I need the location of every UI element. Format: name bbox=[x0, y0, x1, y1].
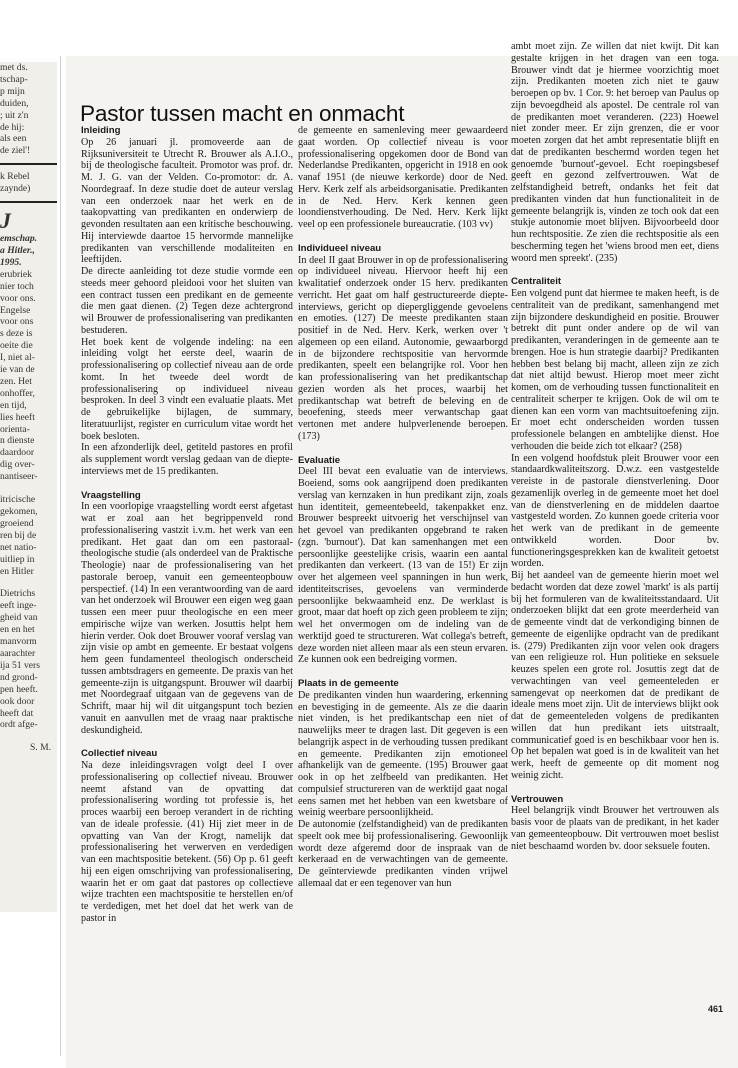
body-paragraph: In een afzonderlijk deel, getiteld pastores en profil als supplement wordt verslag gedaan van de diepte-interviews met de 15 predikanten. bbox=[81, 442, 293, 477]
body-paragraph: De directe aanleiding tot deze studie vormde een steeds meer gehoord pleidooi voor het sluiten van een contract tussen een predikant en de gemeente die men gaat dienen. (2) Tegen deze achtergrond wil Brouwer de professionalisering van predikanten bestuderen. bbox=[81, 266, 293, 336]
previous-page-line: Dietrichs bbox=[0, 588, 36, 600]
previous-page-line: ie van de bbox=[0, 364, 35, 376]
section-spacer bbox=[298, 666, 508, 678]
previous-page-strip bbox=[0, 62, 57, 912]
previous-page-line: nantiseer- bbox=[0, 471, 38, 483]
previous-page-line: en en het bbox=[0, 624, 35, 636]
previous-page-signoff bbox=[0, 171, 57, 195]
previous-page-line: s deze is bbox=[0, 328, 33, 340]
previous-page-line: dig over- bbox=[0, 459, 35, 471]
previous-page-line: en Hitler bbox=[0, 565, 34, 577]
body-paragraph: De predikanten vinden hun waardering, erkenning en bevestiging in de gemeente. Als ze die daarin niet vinden, is het predikantschap een niet of nauwelijks meer te dragen last. Dit gegeven is een belangrijk aspect in de verhouding tussen predikant en gemeente. Predikanten zijn emotioneel afhankelijk van de gemeente. (195) Brouwer gaat ook in op het zelfbeeld van predikanten. Het compulsief structureren van de werktijd gaat nogal eens samen met het hebben van een kwetsbare of weinig weerbare persoonlijkheid. bbox=[298, 689, 508, 819]
previous-page-line: lies heeft bbox=[0, 411, 35, 423]
previous-page-line: voor ons bbox=[0, 316, 34, 328]
body-paragraph: In deel II gaat Brouwer in op de professionalisering op individueel niveau. Hiervoor heeft hij een kwalitatief onderzoek onder 15 herv. predikanten verricht. Het gaat om half gestructureerde diepte-interviews, gericht op diepergliggende gevoelens en emoties. (127) De meeste predikanten staan positief in de Ned. Herv. Kerk, werken over 't algemeen op een eiland. Autonomie, gewaarborgd in de bijzondere rechtspositie van hervormde predikanten, speelt een belangrijke rol. Voor hen kan professionalisering van het predikantschap gezien worden als het proces, waarbij het predikantschap wat betreft de beleving en de beoefening, steeds meer verwantschap gaat vertonen met andere hulpverlenende beroepen. (173) bbox=[298, 254, 508, 442]
review-title-line: emschap. bbox=[0, 233, 38, 245]
section-heading: Vertrouwen bbox=[511, 793, 564, 805]
section-spacer bbox=[81, 736, 293, 748]
article-column-3 bbox=[511, 41, 719, 852]
body-paragraph: de gemeente en samenleving meer gewaardeerd gaat worden. Op collectief niveau is voor professionalisering opgekomen door de Bond van Nederlandse Predikanten, opgericht in 1918 en ook vanaf 1951 (de nieuwe kerkorde) door de Ned. Herv. Kerk zelf als arbeidsorganisatie. Predikanten in de Ned. Herv. Kerk kennen geen loondienstverhouding. De Ned. Herv. Kerk lijkt veel op een professionele bureaucratie. (103 vv) bbox=[298, 125, 508, 230]
previous-page-line: eeft inge- bbox=[0, 600, 37, 612]
section-heading: Centraliteit bbox=[511, 276, 562, 288]
previous-page-line: I, niet al- bbox=[0, 352, 35, 364]
section-spacer bbox=[298, 231, 508, 243]
section-heading: Collectief niveau bbox=[81, 748, 158, 760]
previous-page-line: heeft dat bbox=[0, 707, 34, 719]
page-number: 461 bbox=[708, 1004, 724, 1014]
bracket-marker: J bbox=[0, 208, 11, 234]
review-title-line: a Hitler., bbox=[0, 244, 35, 256]
previous-page-line: Engelse bbox=[0, 304, 31, 316]
article-title: Pastor tussen macht en onmacht bbox=[80, 101, 405, 126]
previous-page-text-mid bbox=[0, 269, 57, 483]
body-paragraph: Bij het aandeel van de gemeente hierin moet wel bedacht worden dat deze zowel 'markt' is als partij bij het formuleren van de kwaliteitsstandaard. Uit onderzoeken blijkt dat een grote meerderheid van de gemeente vindt dat de verkondiging binnen de gemeente de eigenlijke opdracht van de predikant is. (279) Predikanten zijn voor velen ook dragers van een religieuze rol. Hun politieke en seksuele keuzes spelen een grote rol. Josuttis zegt dat de verwachtingen van veel gemeenteleden er samengevat op neerkomen dat de predikant de ideale mens moet zijn. Uit de interviews blijkt ook dat de gemeenteleden volgens de predikanten willen dat hun predikant iets uitstraalt, communicatief goed is en beschikbaar voor hen is. Op het bepalen wat goed is in de kwaliteit van het werk, heeft de gemeente op dit moment nog weinig zicht. bbox=[511, 570, 719, 781]
column-gutter-line bbox=[60, 56, 61, 1056]
previous-page-line: ija 51 vers bbox=[0, 659, 40, 671]
previous-page-line: gekomen, bbox=[0, 506, 38, 517]
previous-page-line: oeite die bbox=[0, 340, 33, 352]
previous-page-line: gheid van bbox=[0, 612, 38, 624]
previous-page-line: onhoffer, bbox=[0, 387, 35, 399]
section-heading: Individueel niveau bbox=[298, 242, 382, 254]
previous-page-line: nier toch bbox=[0, 280, 34, 292]
section-heading: Plaats in de gemeente bbox=[298, 678, 399, 689]
previous-page-signoff-line: k Rebel bbox=[0, 171, 30, 183]
section-spacer bbox=[511, 782, 719, 794]
previous-page-text-top bbox=[0, 62, 57, 157]
body-paragraph: Na deze inleidingsvragen volgt deel I over professionalisering op collectief niveau. Brouwer neemt afstand van de opvatting dat professionalisering wording tot professie is, het proces waarbij een beroep verandert in de richting van de ideale professie. (41) Hij ziet meer in de opvatting van Van der Krogt, namelijk dat professionalisering het verwerven en verdedigen van een machtspositie betekent. (56) Op p. 61 geeft hij een eigen omschrijving van professionalisering, waarin het er om gaat dat pastores op collectieve wijze trachten een machtspositie te herstellen en/of te verdedigen, met het doel dat het werk van de pastor in bbox=[81, 760, 293, 924]
previous-page-line: ook door bbox=[0, 695, 35, 707]
previous-page-signoff-line: zaynde) bbox=[0, 183, 31, 195]
section-spacer bbox=[511, 264, 719, 276]
previous-page-line: als een bbox=[0, 133, 27, 145]
previous-page-line: itricische bbox=[0, 494, 36, 506]
previous-page-line: zen. Het bbox=[0, 375, 32, 387]
divider-rule bbox=[0, 163, 57, 165]
section-heading: Inleiding bbox=[81, 125, 121, 136]
body-paragraph: In een volgend hoofdstuk pleit Brouwer voor een standaardkwaliteitszorg. D.w.z. een vastgestelde vereiste in de pastorale dienstverlening. Door gezamenlijk overleg in de gemeente moet het doel van de dienstverlening en de middelen daartoe vastgesteld worden. Zo kunnen goede criteria voor het werk van de predikant in de gemeente ontwikkeld worden. Door bv. functioneringsgesprekken kan de kwaliteit getoetst worden. bbox=[511, 452, 719, 570]
previous-page-line: duiden, bbox=[0, 97, 29, 109]
previous-page-line: met ds. bbox=[0, 62, 28, 73]
body-paragraph: Een volgend punt dat hiermee te maken heeft, is de centraliteit van de predikant, samenhangend met zijn bijzondere deskundigheid en positie. Brouwer betrekt dit punt onder andere op de wil van predikanten, veranderingen in de gemeente aan te brengen. Hoe is hun strategie daarbij? Predikanten hebben best belang bij macht, alleen zijn ze zich dat niet altijd bewust. Hierop moet meer zicht komen, om de verhouding tussen functionaliteit en centraliteit scherper te krijgen. Ook de wil om te dienen kan een vorm van machtsuitoefening zijn. Er moet echt onderscheiden worden tussen professionele belangen en ambtelijke dienst. Hoe verhouden die beide zich tot elkaar? (258) bbox=[511, 288, 719, 452]
previous-page-text-low bbox=[0, 494, 57, 577]
previous-page-line: ren bij de bbox=[0, 529, 37, 541]
previous-page-line: voor ons. bbox=[0, 292, 36, 304]
previous-page-line: net natio- bbox=[0, 541, 37, 553]
previous-page-line: tschap- bbox=[0, 73, 28, 85]
previous-page-line: ; uit z'n bbox=[0, 109, 29, 121]
body-paragraph: Op 26 januari jl. promoveerde aan de Rijksuniversiteit te Utrecht R. Brouwer als A.I.O., bij de theologische faculteit. Promotor was prof. dr. M. J. G. van der Velden. Co-promotor: dr. A. Noordegraaf. In deze studie doet de auteur verslag van een onderzoek naar het werk en de taakopvatting van predikanten en onderwierp de gevonden resultaten aan een kritische beschouwing. Hij interviewde daartoe 15 hervormde mannelijke predikanten van verschillende modaliteiten en leeftijden. bbox=[81, 136, 293, 266]
previous-page-line: en tijd, bbox=[0, 399, 27, 411]
previous-page-line: groeiend bbox=[0, 517, 34, 529]
review-title-fragment bbox=[0, 233, 57, 269]
body-paragraph: Het boek kent de volgende indeling: na een inleiding volgt het eerste deel, waarin de professionalisering op collectief niveau aan de orde komt. In het tweede deel wordt de professionalisering op individueel niveau besproken. In deel 3 vindt een evaluatie plaats. Met de gebruikelijke bijlagen, de summary, literatuurlijst, register en curriculum vitae wordt het boek besloten. bbox=[81, 336, 293, 442]
divider-rule bbox=[0, 201, 57, 203]
body-paragraph: Deel III bevat een evaluatie van de interviews. Boeiend, soms ook aangrijpend doen predikanten verslag van kernzaken in hun predikant zijn, zoals hun identiteit, gemeentebeeld, takenpakket enz. Brouwer bespreekt uitvoerig het verschijnsel van het gevoel van predikanten opgebrand te raken (zgn. 'burnout'). Dat kan samenhangen met een persoonlijke geestelijke crisis, waarin een aantal predikanten dan verkeert. (13 van de 15!) Er zijn over het algemeen veel spanningen in hun werk, identiteitscrises, gevoelens van verminderde persoonlijke bekwaamheid enz. De werklast is groot, maar dat hoeft op zich geen probleem te zijn; wel het onvermogen om de indeling van de werktijd goed te structureren. Wat collega's betreft, deze worden niet alleen maar als een steun ervaren. Ze kunnen ook een bedreiging vormen. bbox=[298, 466, 508, 666]
previous-page-text-bottom bbox=[0, 588, 57, 731]
body-paragraph: In een voorlopige vraagstelling wordt eerst afgetast wat er zoal aan het begrippenveld rond professionalisering vastzit i.v.m. het werk van een predikant. Het gaat dan om een pastoraal-theologische studie (als onderdeel van de Praktische Theologie) naar de professionalisering van het pastorale beroep, vanuit een gemeenteopbouw perspectief. (14) In een verantwoording van de aard van het onderzoek wil Brouwer een eigen weg gaan tussen een meer puur theologische en een meer empirische wijze van werken. Josuttis helpt hem hierin verder. Ook doet Brouwer vooraf verslag van zijn visie op ambt en gemeente. Er bestaat volgens hem geen fundamenteel theologisch onderscheid tussen ambtsdragers en gemeente. De praxis van het gemeente-zijn is uitgangspunt. Brouwer wil daarbij met Noordegraaf uitgaan van de gegevens van de Schrift, maar hij wil dit uitgangspunt toch bezien vanuit en aanvullen met de vraag naar praktische deskundigheid. bbox=[81, 501, 293, 736]
body-paragraph: De autonomie (zelfstandigheid) van de predikanten speelt ook mee bij professionalisering. Gewoonlijk wordt deze afgeremd door de inspraak van de kerkeraad en de verwachtingen van de gemeente. De geïnterviewde predikanten vinden vrijwel allemaal dat er een tegenover van hun bbox=[298, 819, 508, 889]
section-spacer bbox=[81, 478, 293, 490]
previous-page-line: n dienste bbox=[0, 435, 35, 447]
section-spacer bbox=[298, 443, 508, 455]
previous-page-line: p mijn bbox=[0, 85, 25, 97]
previous-page-line: de ziel'! bbox=[0, 145, 31, 157]
previous-page-line: aarachter bbox=[0, 647, 36, 659]
previous-page-line: pen heeft. bbox=[0, 683, 38, 695]
section-heading: Evaluatie bbox=[298, 454, 341, 466]
previous-page-line: manvorm bbox=[0, 636, 37, 648]
body-paragraph: Heel belangrijk vindt Brouwer het vertrouwen als basis voor de plaats van de predikant, in het kader van gemeenteopbouw. Dit vertrouwen moet beslist niet beschaamd worden bv. door seksuele fouten. bbox=[511, 805, 719, 852]
previous-page-signoff-bottom: S. M. bbox=[29, 742, 51, 754]
article-column-1 bbox=[81, 125, 293, 925]
previous-page-line: orienta- bbox=[0, 423, 30, 435]
previous-page-line: uitliep in bbox=[0, 553, 35, 565]
section-heading: Vraagstelling bbox=[81, 489, 141, 501]
previous-page-line: de hij: bbox=[0, 121, 25, 133]
previous-page-line: erubriek bbox=[0, 268, 32, 280]
article-column-2 bbox=[298, 125, 508, 890]
previous-page-line: nd grond- bbox=[0, 671, 38, 683]
previous-page-line: daardoor bbox=[0, 447, 35, 459]
previous-page-line: ordt afge- bbox=[0, 719, 38, 731]
review-title-line: 1995. bbox=[0, 256, 22, 268]
body-paragraph: ambt moet zijn. Ze willen dat niet kwijt. Dit kan gestalte krijgen in het dragen van een toga. Brouwer vindt dat je hiermee voorzichtig moet zijn. Predikanten moeten zich niet te gauw beroepen op bv. 1 Cor. 9: het beroep van Paulus op zijn bevoegdheid als apostel. De centrale rol van de predikanten moet veranderen. (223) Hoewel niet zonder meer. Er zijn grenzen, die er voor moeten zorgen dat het ambt representatie blijft en dat de predikanten beschermd worden tegen het genoemde 'burnout'-gevoel. Echt roepingsbesef geeft en gezond zelfvertrouwen. Wat de zelfstandigheid betreft, ondanks het feit dat predikanten vinden dat hun functionaliteit in de gemeente belangrijk is, vinden ze toch ook dat een stukje autonomie moet blijven. Bijvoorbeeld door hun rechtspositie. Ze zien die rechtspositie als een bescherming tegen het 'wiens brood men eet, diens woord men spreekt'. (235) bbox=[511, 41, 719, 264]
